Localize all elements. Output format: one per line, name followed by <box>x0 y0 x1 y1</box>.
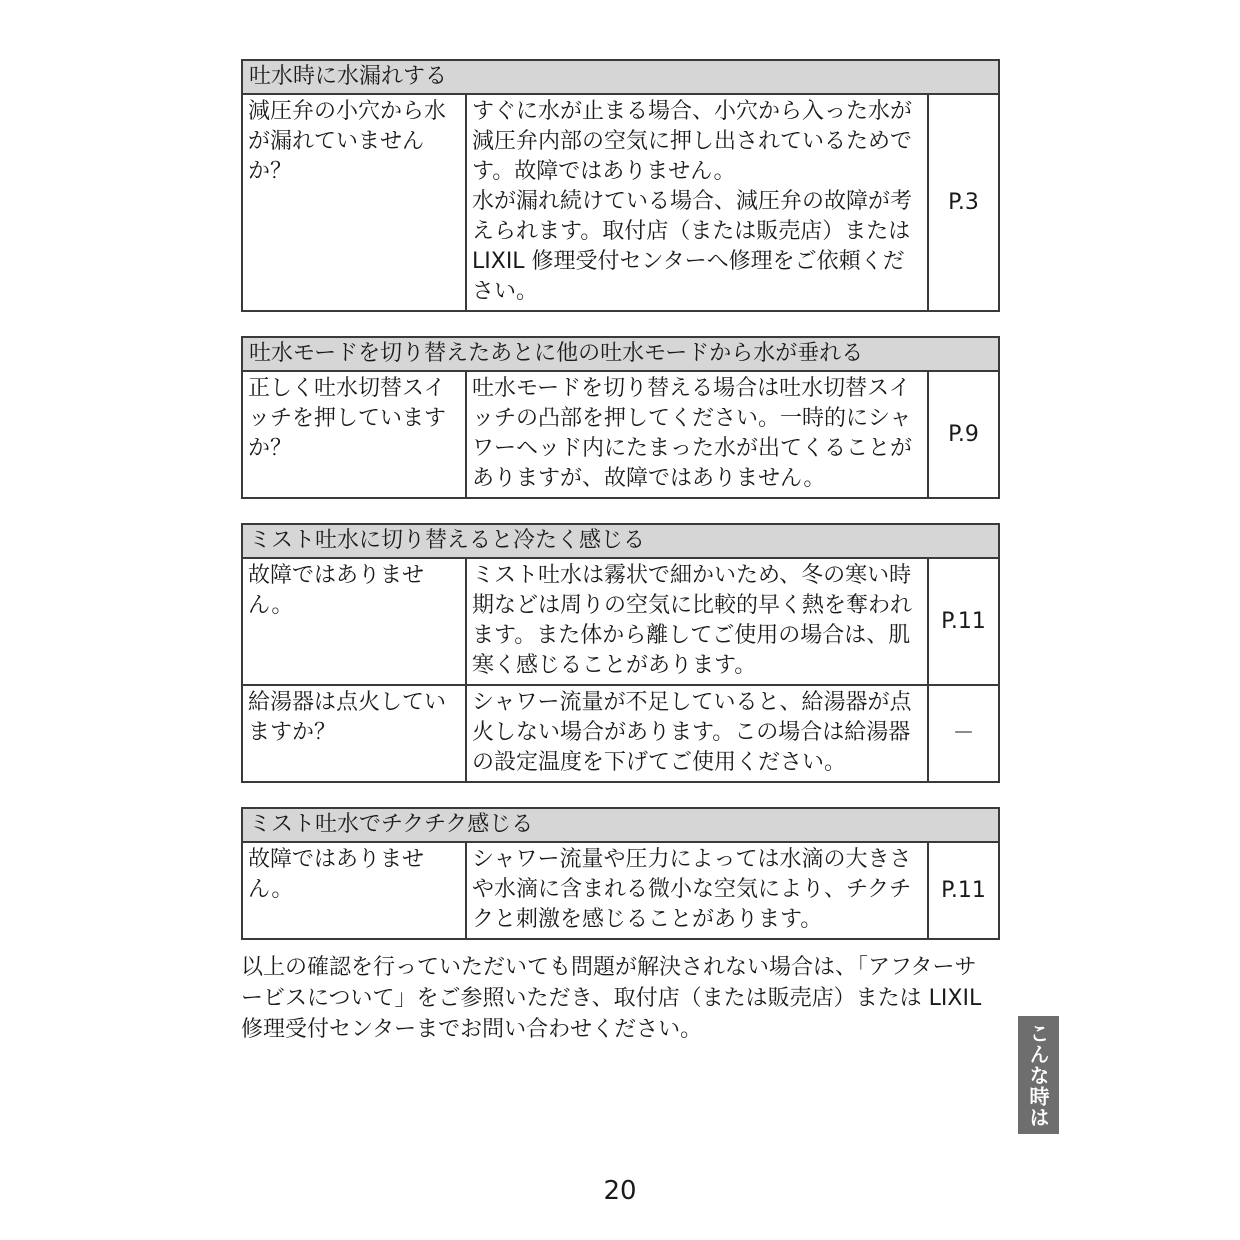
trouble-table-4 <box>241 807 1000 940</box>
section-title: ミスト吐水でチクチク感じる <box>242 808 999 842</box>
table-row <box>242 558 999 685</box>
page-ref: P.11 <box>928 558 999 685</box>
section-title: 吐水モードを切り替えたあとに他の吐水モードから水が垂れる <box>242 337 999 371</box>
answer-cell: ミスト吐水は霧状で細かいため、冬の寒い時期などは周りの空気に比較的早く熱を奪われます。また体から離してご使用の場合は、肌寒く感じることがあります。 <box>466 558 928 685</box>
page-number: 20 <box>603 1176 637 1206</box>
troubleshooting-content <box>241 59 998 1045</box>
table-row <box>242 685 999 782</box>
section-title: 吐水時に水漏れする <box>242 60 999 94</box>
side-index-tab[interactable]: こんな時は <box>1018 1016 1059 1134</box>
check-cell: 故障ではありません。 <box>242 558 466 685</box>
check-cell: 正しく吐水切替スイッチを押していますか？ <box>242 371 466 498</box>
page-ref: P.11 <box>928 842 999 939</box>
page-ref: P.3 <box>928 94 999 311</box>
page-ref: P.9 <box>928 371 999 498</box>
trouble-table-1 <box>241 59 1000 312</box>
page-ref: － <box>928 685 999 782</box>
trouble-table-2 <box>241 336 1000 499</box>
answer-paragraph: 水が漏れ続けている場合、減圧弁の故障が考えられます。取付店（または販売店）または LIXIL 修理受付センターへ修理をご依頼ください。 <box>472 189 913 304</box>
check-cell: 減圧弁の小穴から水が漏れていませんか？ <box>242 94 466 311</box>
answer-cell: 吐水モードを切り替える場合は吐水切替スイッチの凸部を押してください。一時的にシャワーヘッド内にたまった水が出てくることがありますが、故障ではありません。 <box>466 371 928 498</box>
table-row <box>242 371 999 498</box>
answer-cell: シャワー流量が不足していると、給湯器が点火しない場合があります。この場合は給湯器の設定温度を下げてご使用ください。 <box>466 685 928 782</box>
answer-cell: シャワー流量や圧力によっては水滴の大きさや水滴に含まれる微小な空気により、チクチクと刺激を感じることがあります。 <box>466 842 928 939</box>
answer-paragraph: すぐに水が止まる場合、小穴から入った水が減圧弁内部の空気に押し出されているためです。故障ではありません。 <box>472 99 913 184</box>
check-cell: 給湯器は点火していますか？ <box>242 685 466 782</box>
section-title: ミスト吐水に切り替えると冷たく感じる <box>242 524 999 558</box>
trouble-table-3 <box>241 523 1000 783</box>
footer-note: 以上の確認を行っていただいても問題が解決されない場合は、「アフターサービスについて」をご参照いただき、取付店（または販売店）または LIXIL 修理受付センターまでお問い合わせください。 <box>241 955 982 1042</box>
answer-cell <box>466 94 928 311</box>
table-row <box>242 94 999 311</box>
check-cell: 故障ではありません。 <box>242 842 466 939</box>
table-row <box>242 842 999 939</box>
